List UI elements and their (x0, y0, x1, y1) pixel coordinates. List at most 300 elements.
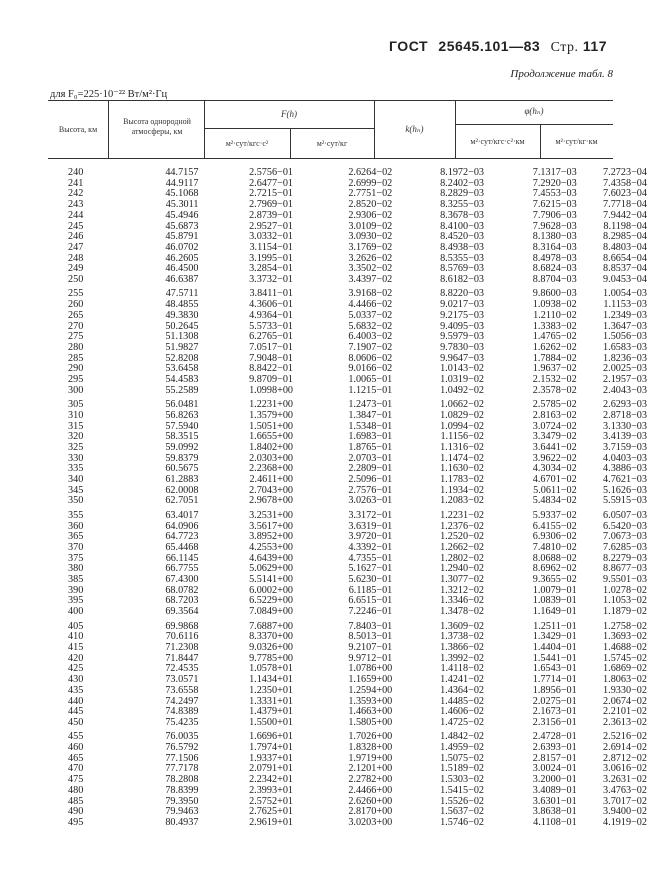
height-cell: 335 (68, 463, 84, 475)
phi-kg-cell: 2.0674−02 (603, 695, 647, 707)
height-cell: 242 (68, 188, 84, 200)
phi-kgs-cell: 8.4978−03 (532, 252, 577, 264)
kh-cell: 1.5746−02 (440, 816, 485, 828)
kh-cell: 1.5189−02 (440, 763, 485, 775)
homogeneous-height-cell: 78.2808 (165, 774, 199, 786)
kh-cell: 1.5637−02 (440, 806, 485, 818)
phi-kg-cell: 1.6583−03 (603, 341, 647, 353)
phi-kgs-cell: 6.9306−02 (532, 531, 577, 543)
height-cell: 425 (68, 663, 84, 675)
height-cell: 340 (68, 474, 84, 486)
phi-kgs-cell: 1.8956−01 (532, 684, 577, 696)
height-cell: 365 (68, 531, 84, 543)
phi-kg-cell: 8.4803−04 (603, 241, 647, 253)
fh-kg-cell: 1.5805+00 (348, 716, 393, 728)
fh-kg-cell: 6.4003−02 (348, 331, 393, 343)
height-cell: 490 (68, 806, 84, 818)
homogeneous-height-cell: 54.4583 (165, 374, 199, 386)
phi-kg-cell: 8.2279−03 (603, 552, 647, 564)
phi-kg-cell: 3.4139−03 (603, 431, 647, 443)
phi-kg-cell: 2.3613−02 (603, 716, 647, 728)
phi-kgs-cell: 5.4834−02 (532, 495, 577, 507)
height-cell: 246 (68, 231, 84, 243)
phi-kgs-cell: 1.5441−01 (532, 652, 577, 664)
height-cell: 410 (68, 631, 84, 643)
phi-kgs-cell: 1.0938−02 (532, 299, 577, 311)
height-cell: 485 (68, 795, 84, 807)
phi-kgs-cell: 2.1532−02 (532, 374, 577, 386)
kh-cell: 8.4100−03 (440, 220, 485, 232)
fh-kg-cell: 1.0065−01 (348, 374, 393, 386)
height-cell: 295 (68, 374, 84, 386)
fh-kg-cell: 4.3392−01 (348, 541, 393, 553)
phi-kg-cell: 4.1919−02 (603, 816, 647, 828)
kh-cell: 1.4364−02 (440, 684, 485, 696)
fh-kgs-cell: 2.7625+01 (249, 806, 294, 818)
kh-cell: 9.7830−03 (440, 341, 485, 353)
homogeneous-height-cell: 71.2308 (165, 641, 199, 653)
table-row (48, 211, 647, 222)
fh-kg-cell: 3.0109−02 (348, 220, 393, 232)
homogeneous-height-cell: 68.7203 (165, 595, 199, 607)
phi-kg-cell: 4.3886−03 (603, 463, 647, 475)
phi-kgs-cell: 2.3156−01 (532, 716, 577, 728)
fh-kgs-cell: 1.7974+01 (249, 742, 294, 753)
homogeneous-height-cell: 67.4300 (165, 574, 199, 586)
table-row (48, 818, 647, 829)
phi-kg-cell: 1.0278−02 (603, 584, 647, 596)
height-cell: 465 (68, 752, 84, 764)
height-cell: 430 (68, 674, 84, 686)
fh-kgs-cell: 1.8402+00 (249, 441, 294, 453)
homogeneous-height-cell: 73.0571 (165, 674, 199, 686)
homogeneous-height-cell: 78.8399 (165, 784, 199, 796)
phi-kg-cell: 1.2349−03 (603, 309, 647, 321)
homogeneous-height-cell: 47.5711 (165, 288, 199, 300)
kh-cell: 1.4241−02 (440, 674, 485, 686)
kh-cell: 1.0829−02 (440, 409, 485, 421)
height-cell: 475 (68, 774, 84, 786)
phi-kg-cell: 1.5056−03 (603, 331, 647, 343)
kh-cell: 8.3678−03 (440, 209, 485, 221)
fh-kgs-cell: 2.0791+01 (249, 763, 294, 775)
kh-cell: 1.2231−02 (440, 509, 485, 521)
height-cell: 310 (68, 409, 84, 421)
kh-cell: 1.3738−02 (440, 631, 485, 643)
homogeneous-height-cell: 46.0702 (165, 241, 199, 253)
homogeneous-height-cell: 75.4235 (165, 716, 199, 728)
height-cell: 350 (68, 495, 84, 507)
fh-kg-cell: 1.2594+00 (348, 684, 393, 696)
kh-cell: 1.4959−02 (440, 742, 485, 753)
height-cell: 330 (68, 452, 84, 464)
fh-kg-cell: 2.6264−02 (348, 167, 393, 178)
phi-kg-cell: 3.9400−02 (603, 806, 647, 818)
phi-kgs-cell: 1.1649−01 (532, 606, 577, 618)
col-header-phi: φ(hₙ) (524, 106, 544, 116)
kh-cell: 1.3346−02 (440, 595, 485, 607)
homogeneous-height-cell: 68.0782 (165, 584, 199, 596)
kh-cell: 8.6182−03 (440, 274, 485, 286)
fh-kgs-cell: 1.6655+00 (249, 431, 294, 443)
table-row (48, 311, 647, 322)
fh-kg-cell: 4.4466−02 (348, 299, 393, 311)
kh-cell: 1.4606−02 (440, 706, 485, 718)
phi-kgs-cell: 1.6543−01 (532, 663, 577, 675)
height-cell: 420 (68, 652, 84, 664)
kh-cell: 1.3077−02 (440, 574, 485, 586)
phi-kg-cell: 1.8236−03 (603, 352, 647, 364)
phi-kg-cell: 1.5745−02 (603, 652, 647, 664)
fh-kg-cell: 4.7355−01 (348, 552, 393, 564)
homogeneous-height-cell: 46.4500 (165, 263, 199, 275)
phi-kg-cell: 2.4043−03 (603, 384, 647, 396)
phi-kg-cell: 3.7017−02 (603, 795, 647, 807)
fh-kgs-cell: 3.8411−01 (249, 288, 294, 300)
kh-cell: 1.0319−02 (440, 374, 485, 386)
kh-cell: 1.4842−02 (440, 731, 485, 743)
table-row (48, 786, 647, 797)
phi-kg-cell: 6.5420−03 (603, 520, 647, 532)
standard-code: 25645.101—83 (438, 38, 541, 54)
fh-kgs-cell: 1.2350+01 (249, 684, 294, 696)
fh-kg-cell: 5.6832−02 (348, 320, 393, 332)
phi-kg-cell: 7.0673−03 (603, 531, 647, 543)
height-cell: 270 (68, 320, 84, 332)
phi-kg-cell: 7.6285−03 (603, 541, 647, 553)
phi-kg-cell: 2.5216−02 (603, 731, 647, 743)
kh-cell: 1.1630−02 (440, 463, 485, 475)
table-body (48, 168, 647, 829)
fh-kgs-cell: 8.3370+00 (249, 631, 294, 643)
kh-cell: 8.5355−03 (440, 252, 485, 264)
height-cell: 455 (68, 731, 84, 743)
homogeneous-height-cell: 45.3011 (165, 199, 199, 211)
height-cell: 355 (68, 509, 84, 521)
height-cell: 415 (68, 641, 84, 653)
homogeneous-height-cell: 56.8263 (165, 409, 199, 421)
phi-kgs-cell: 3.8638−01 (532, 806, 577, 818)
phi-kg-cell: 8.8537−04 (603, 263, 647, 275)
fh-kgs-cell: 5.0629+00 (249, 563, 294, 575)
phi-kg-cell: 2.1957−03 (603, 374, 647, 386)
fh-kgs-cell: 7.6887+00 (249, 620, 294, 632)
homogeneous-height-cell: 74.2497 (165, 695, 199, 707)
homogeneous-height-cell: 79.3950 (165, 795, 199, 807)
fh-kgs-cell: 2.8739−01 (249, 209, 294, 221)
homogeneous-height-cell: 44.9117 (165, 177, 199, 189)
kh-cell: 9.5979−03 (440, 331, 485, 343)
fh-kgs-cell: 3.8952+00 (249, 531, 294, 543)
kh-cell: 8.3255−03 (440, 199, 485, 211)
homogeneous-height-cell: 49.3830 (165, 309, 199, 321)
fh-kgs-cell: 2.9619+01 (249, 816, 294, 828)
phi-kgs-cell: 1.4404−01 (532, 641, 577, 653)
phi-kgs-cell: 2.0275−01 (532, 695, 577, 707)
fh-kg-cell: 1.5348−01 (348, 420, 393, 432)
fh-kgs-cell: 4.2553+00 (249, 541, 294, 553)
fh-kgs-cell: 1.6696+01 (249, 731, 294, 743)
height-cell: 240 (68, 167, 84, 178)
phi-kgs-cell: 7.2920−03 (532, 177, 577, 189)
height-cell: 243 (68, 199, 84, 211)
kh-cell: 8.4938−03 (440, 241, 485, 253)
phi-kg-cell: 4.7621−03 (603, 474, 647, 486)
phi-kgs-cell: 3.2000−01 (532, 774, 577, 786)
phi-kgs-cell: 8.1380−03 (532, 231, 577, 243)
page-label: Стр. (550, 40, 579, 55)
phi-kgs-cell: 2.4728−01 (532, 731, 577, 743)
fh-kgs-cell: 6.0002+00 (249, 584, 294, 596)
fh-kg-cell: 8.0606−02 (348, 352, 393, 364)
fh-kgs-cell: 2.0303+00 (249, 452, 294, 464)
homogeneous-height-cell: 65.4468 (165, 541, 199, 553)
fh-kg-cell: 2.8520−02 (348, 199, 393, 211)
atmosphere-data-table (48, 168, 647, 829)
table-row (48, 275, 647, 289)
phi-kg-cell: 2.8718−03 (603, 409, 647, 421)
fh-kgs-cell: 1.2231+00 (249, 399, 294, 411)
phi-kg-cell: 5.5915−03 (603, 495, 647, 507)
phi-kgs-cell: 1.7884−02 (532, 352, 577, 364)
homogeneous-height-cell: 55.2589 (165, 384, 199, 396)
col-header-fh-unit1: м²·сут/кгс·с² (225, 139, 269, 148)
height-cell: 385 (68, 574, 84, 586)
phi-kgs-cell: 1.7714−01 (532, 674, 577, 686)
kh-cell: 9.2175−03 (440, 309, 485, 321)
table-row (48, 386, 647, 400)
homogeneous-height-cell: 45.6873 (165, 220, 199, 232)
kh-cell: 1.0662−02 (440, 399, 485, 411)
phi-kg-cell: 9.0453−04 (603, 274, 647, 286)
kh-cell: 1.2083−02 (440, 495, 485, 507)
phi-kg-cell: 7.7718−04 (603, 199, 647, 211)
homogeneous-height-cell: 46.6387 (165, 274, 199, 286)
phi-kg-cell: 1.1879−02 (603, 606, 647, 618)
continuation-note: Продолжение табл. 8 (510, 68, 613, 80)
kh-cell: 8.5769−03 (440, 263, 485, 275)
homogeneous-height-cell: 76.0035 (165, 731, 199, 743)
phi-kg-cell: 1.8063−02 (603, 674, 647, 686)
phi-kg-cell: 8.8677−03 (603, 563, 647, 575)
height-cell: 325 (68, 441, 84, 453)
height-cell: 395 (68, 595, 84, 607)
kh-cell: 8.2402−03 (440, 177, 485, 189)
fh-kg-cell: 6.1185−01 (348, 584, 393, 596)
height-cell: 480 (68, 784, 84, 796)
homogeneous-height-cell: 52.8208 (165, 352, 199, 364)
homogeneous-height-cell: 79.9463 (165, 806, 199, 818)
fh-kgs-cell: 4.3606−01 (249, 299, 294, 311)
kh-cell: 1.4725−02 (440, 716, 485, 728)
homogeneous-height-cell: 66.7755 (165, 563, 199, 575)
fh-kgs-cell: 6.5229+00 (249, 595, 294, 607)
phi-kgs-cell: 5.0611−02 (533, 484, 577, 496)
homogeneous-height-cell: 63.4017 (165, 509, 199, 521)
fh-kg-cell: 3.9720−01 (348, 531, 393, 543)
phi-kgs-cell: 1.9637−02 (532, 363, 577, 375)
kh-cell: 1.1316−02 (440, 441, 485, 453)
homogeneous-height-cell: 66.1145 (165, 552, 199, 564)
homogeneous-height-cell: 74.8389 (165, 706, 199, 718)
fh-kg-cell: 1.8328+00 (348, 742, 393, 753)
height-cell: 375 (68, 552, 84, 564)
table-row (48, 511, 647, 522)
fh-kgs-cell: 2.9678+00 (249, 495, 294, 507)
fh-kgs-cell: 3.1154−01 (249, 241, 294, 253)
phi-kg-cell: 1.9330−02 (603, 684, 647, 696)
fh-kgs-cell: 3.0332−01 (249, 231, 294, 243)
height-cell: 470 (68, 763, 84, 775)
fh-kg-cell: 1.7026+00 (348, 731, 393, 743)
fh-kg-cell: 2.8170+00 (348, 806, 393, 818)
fh-kgs-cell: 2.7215−01 (249, 188, 294, 200)
fh-kg-cell: 5.1627−01 (348, 563, 393, 575)
fh-kgs-cell: 3.1995−01 (249, 252, 294, 264)
homogeneous-height-cell: 73.6558 (165, 684, 199, 696)
fh-kgs-cell: 9.8709−01 (249, 374, 294, 386)
fh-kgs-cell: 1.5500+01 (249, 716, 294, 728)
table-row (48, 686, 647, 697)
fh-kg-cell: 3.6319−01 (348, 520, 393, 532)
phi-kgs-cell: 4.3034−02 (532, 463, 577, 475)
height-cell: 445 (68, 706, 84, 718)
phi-kgs-cell: 1.6262−02 (532, 341, 577, 353)
phi-kg-cell: 2.6293−03 (603, 399, 647, 411)
phi-kg-cell: 7.2723−04 (603, 167, 647, 178)
fh-kg-cell: 1.2473−01 (348, 399, 393, 411)
phi-kg-cell: 3.1330−03 (603, 420, 647, 432)
height-cell: 245 (68, 220, 84, 232)
kh-cell: 9.0217−03 (440, 299, 485, 311)
kh-cell: 8.1972−03 (440, 167, 485, 178)
fh-kg-cell: 6.6515−01 (348, 595, 393, 607)
table-row (48, 718, 647, 732)
phi-kgs-cell: 1.2110−02 (533, 309, 577, 321)
kh-cell: 1.3609−02 (440, 620, 485, 632)
fh-kgs-cell: 1.0998+00 (249, 384, 294, 396)
kh-cell: 1.0994−02 (440, 420, 485, 432)
phi-kg-cell: 1.3693−02 (603, 631, 647, 643)
height-cell: 241 (68, 177, 84, 189)
fh-kg-cell: 8.5013−01 (348, 631, 393, 643)
page-header (389, 38, 607, 56)
fh-kg-cell: 1.6983−01 (348, 431, 393, 443)
fh-kgs-cell: 1.3579+00 (249, 409, 294, 421)
phi-kgs-cell: 1.3383−02 (532, 320, 577, 332)
kh-cell: 8.2829−03 (440, 188, 485, 200)
phi-kgs-cell: 2.8163−02 (532, 409, 577, 421)
height-cell: 290 (68, 363, 84, 375)
phi-kg-cell: 7.6023−04 (603, 188, 647, 200)
phi-kgs-cell: 7.4810−02 (532, 541, 577, 553)
kh-cell: 1.1474−02 (440, 452, 485, 464)
kh-cell: 1.0143−02 (440, 363, 485, 375)
fh-kg-cell: 3.2626−02 (348, 252, 393, 264)
phi-kg-cell: 1.4688−02 (603, 641, 647, 653)
homogeneous-height-cell: 62.7051 (165, 495, 199, 507)
phi-kgs-cell: 7.7906−03 (532, 209, 577, 221)
phi-kgs-cell: 2.5785−02 (532, 399, 577, 411)
phi-kg-cell: 2.0025−03 (603, 363, 647, 375)
fh-subheader-rule (204, 128, 374, 129)
kh-cell: 1.2940−02 (440, 563, 485, 575)
phi-kgs-cell: 8.0688−02 (532, 552, 577, 564)
kh-cell: 8.4520−03 (440, 231, 485, 243)
phi-kgs-cell: 3.4089−01 (532, 784, 577, 796)
fh-kg-cell: 2.2782+00 (348, 774, 393, 786)
page-number: 117 (582, 38, 607, 54)
phi-kg-cell: 2.2101−02 (603, 706, 647, 718)
phi-kgs-cell: 4.6701−02 (532, 474, 577, 486)
fh-kg-cell: 2.7576−01 (348, 484, 393, 496)
homogeneous-height-cell: 56.0481 (165, 399, 199, 411)
fh-kg-cell: 1.1659+00 (348, 674, 393, 686)
fh-kg-cell: 1.3847−01 (348, 409, 393, 421)
fh-kgs-cell: 4.9364−01 (249, 309, 294, 321)
col-header-homogeneous: Высота однородной атмосферы, км (123, 117, 191, 136)
homogeneous-height-cell: 77.1506 (165, 752, 199, 764)
fh-kg-cell: 3.1769−02 (348, 241, 393, 253)
phi-kgs-cell: 2.3578−02 (532, 384, 577, 396)
kh-cell: 9.4095−03 (440, 320, 485, 332)
kh-cell: 1.3478−02 (440, 606, 485, 618)
phi-kgs-cell: 8.6962−02 (532, 563, 577, 575)
fh-kg-cell: 2.5096−01 (348, 474, 393, 486)
fh-kgs-cell: 2.7043+00 (249, 484, 294, 496)
height-cell: 305 (68, 399, 84, 411)
fh-kgs-cell: 2.9527−01 (249, 220, 294, 232)
fh-kgs-cell: 3.5617+00 (249, 520, 294, 532)
phi-kgs-cell: 7.1317−03 (532, 167, 577, 178)
kh-cell: 1.3992−02 (440, 652, 485, 664)
height-cell: 315 (68, 420, 84, 432)
homogeneous-height-cell: 48.4855 (165, 299, 199, 311)
homogeneous-height-cell: 76.5792 (165, 742, 199, 753)
height-cell: 405 (68, 620, 84, 632)
homogeneous-height-cell: 51.9827 (165, 341, 199, 353)
phi-kg-cell: 7.4358−04 (603, 177, 647, 189)
fh-kg-cell: 9.9712−01 (348, 652, 393, 664)
homogeneous-height-cell: 62.0008 (165, 484, 199, 496)
kh-cell: 1.1156−02 (440, 431, 485, 443)
fh-kg-cell: 7.1907−02 (348, 341, 393, 353)
fh-kg-cell: 9.2107−01 (348, 641, 393, 653)
fh-kg-cell: 2.7751−02 (348, 188, 393, 200)
homogeneous-height-cell: 53.6458 (165, 363, 199, 375)
phi-kg-cell: 1.0054−03 (603, 288, 647, 300)
phi-kg-cell: 1.3647−03 (603, 320, 647, 332)
homogeneous-height-cell: 71.8447 (165, 652, 199, 664)
height-cell: 260 (68, 299, 84, 311)
fh-kgs-cell: 2.3993+01 (249, 784, 294, 796)
phi-kg-cell: 3.4763−02 (603, 784, 647, 796)
height-cell: 250 (68, 274, 84, 286)
fh-kgs-cell: 3.2854−01 (249, 263, 294, 275)
phi-kg-cell: 5.1626−03 (603, 484, 647, 496)
kh-cell: 9.9647−03 (440, 352, 485, 364)
col-divider-1 (108, 100, 109, 158)
col-header-fh: F(h) (281, 109, 297, 119)
fh-kg-cell: 1.9719+00 (348, 752, 393, 764)
phi-kgs-cell: 1.3429−01 (532, 631, 577, 643)
fh-kgs-cell: 3.2531+00 (249, 509, 294, 521)
phi-kgs-cell: 9.8600−03 (532, 288, 577, 300)
homogeneous-height-cell: 59.0992 (165, 441, 199, 453)
fh-kg-cell: 3.9168−02 (348, 288, 393, 300)
fh-kgs-cell: 2.4611+00 (249, 474, 294, 486)
height-cell: 390 (68, 584, 84, 596)
